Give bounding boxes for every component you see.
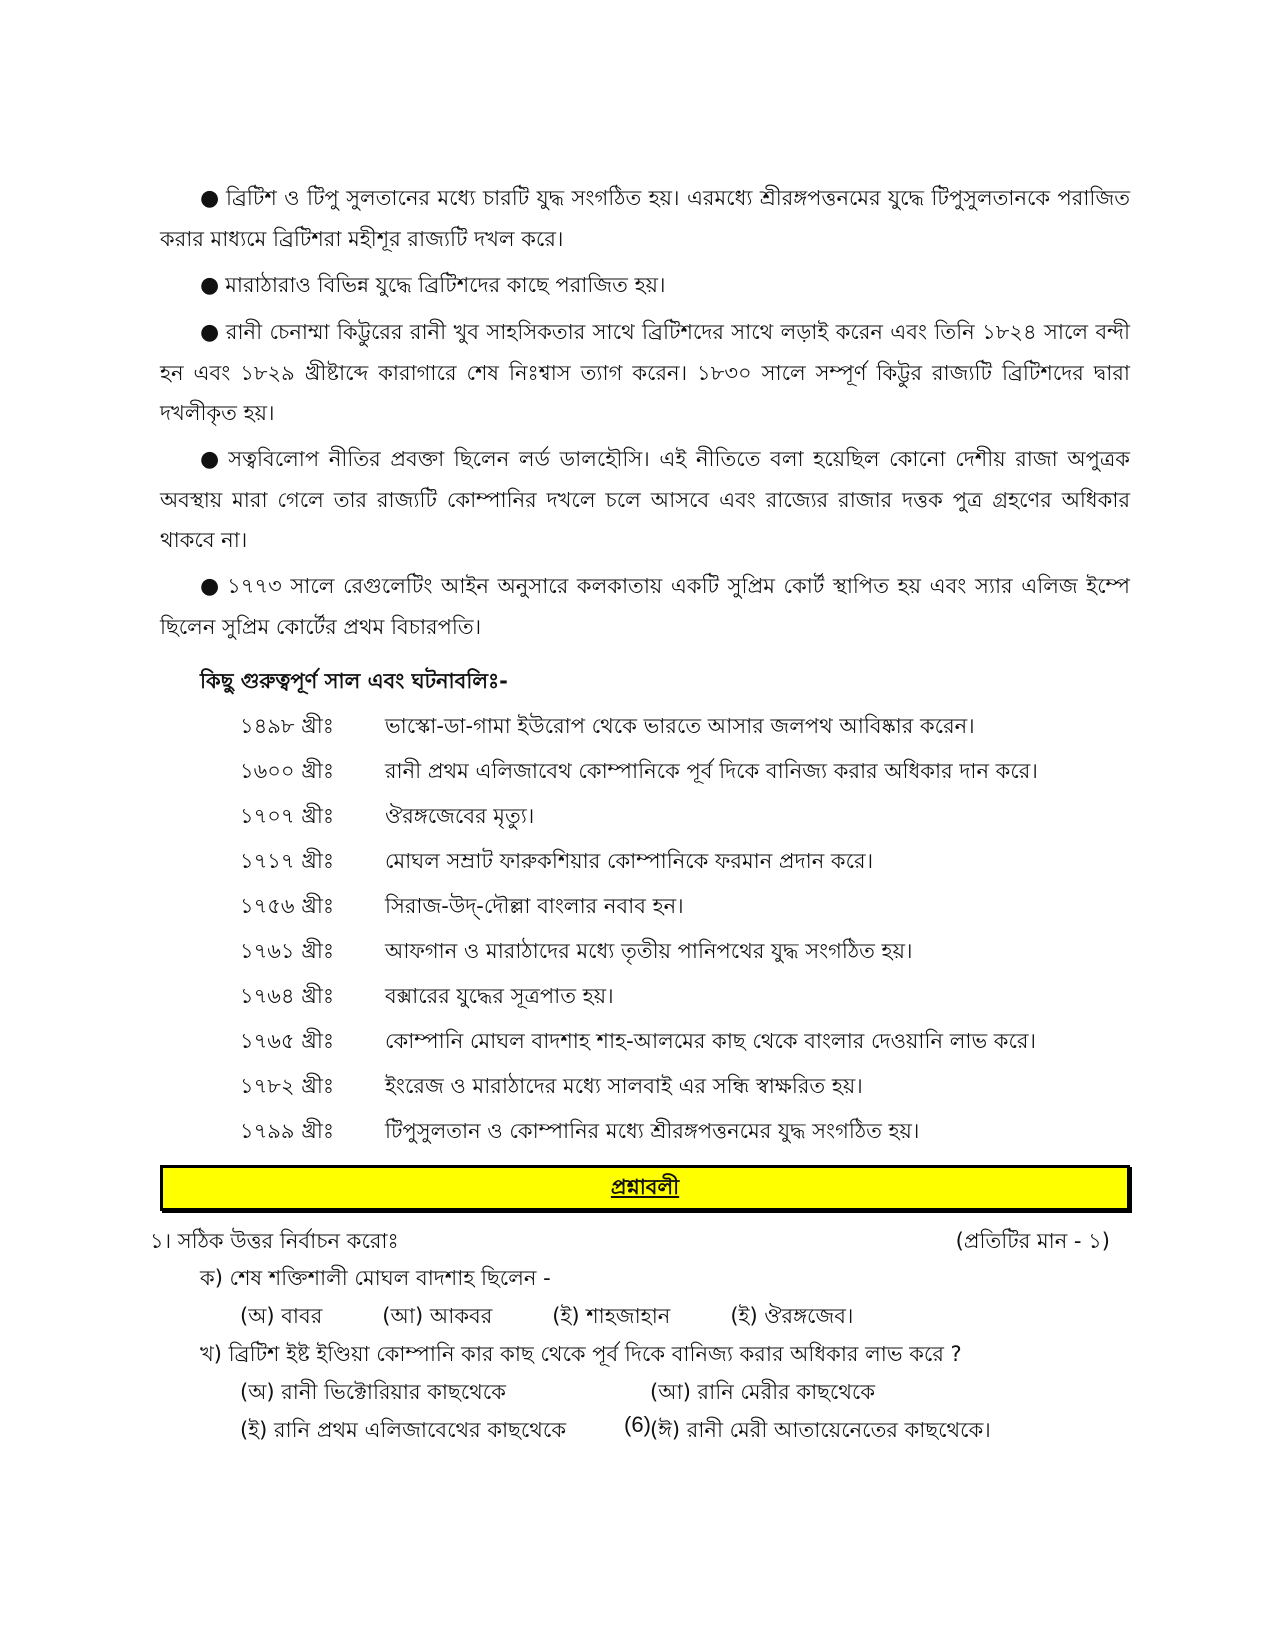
page-content xyxy=(150,178,1130,1449)
event-row xyxy=(240,840,1130,885)
event-year: ১৭০৭ খ্রীঃ xyxy=(240,804,335,828)
question-1-marks: (প্রতিটির মান - ১) xyxy=(955,1229,1110,1253)
banner-title: প্রশ্নাবলী xyxy=(610,1174,680,1199)
question-1-text: ১। সঠিক উত্তর নির্বাচন করোঃ xyxy=(150,1229,399,1253)
event-row xyxy=(240,705,1130,750)
option: (ই) রানি প্রথম এলিজাবেথের কাছথেকে xyxy=(240,1418,567,1442)
event-text: সিরাজ-উদ্-দৌল্লা বাংলার নবাব হন। xyxy=(385,894,684,918)
event-row xyxy=(240,1110,1130,1155)
option: (অ) বাবর xyxy=(240,1304,323,1328)
bullet-icon: ● xyxy=(200,447,223,472)
option: (ই) ঔরঙ্গজেব। xyxy=(730,1304,854,1328)
event-year: ১৭৮২ খ্রীঃ xyxy=(240,1074,335,1098)
question-ka: ক) শেষ শক্তিশালী মোঘল বাদশাহ ছিলেন - xyxy=(200,1266,551,1290)
event-text: বক্সারের যুদ্ধের সূত্রপাত হয়। xyxy=(385,984,614,1008)
event-text: মোঘল সম্রাট ফারুকশিয়ার কোম্পানিকে ফরমান প্রদান করে। xyxy=(385,849,874,873)
paragraph: ● মারাঠারাও বিভিন্ন যুদ্ধে ব্রিটিশদের কাছে পরাজিত হয়। xyxy=(200,273,666,298)
option: (অ) রানী ভিক্টোরিয়ার কাছথেকে xyxy=(240,1380,506,1404)
event-year: ১৭১৭ খ্রীঃ xyxy=(240,849,335,873)
event-row xyxy=(240,885,1130,930)
question-1 xyxy=(150,1223,1130,1259)
event-text: আফগান ও মারাঠাদের মধ্যে তৃতীয় পানিপথের যুদ্ধ সংগঠিত হয়। xyxy=(385,939,913,963)
event-text: ইংরেজ ও মারাঠাদের মধ্যে সালবাই এর সন্ধি স্বাক্ষরিত হয়। xyxy=(385,1074,863,1098)
question-kha-options-row1 xyxy=(240,1373,1130,1411)
event-year: ১৭৬৪ খ্রীঃ xyxy=(240,984,335,1008)
question-ka-options xyxy=(240,1297,1130,1335)
questions-banner xyxy=(160,1165,1130,1211)
event-year: ১৬০০ খ্রীঃ xyxy=(240,759,335,783)
option: (ঈ) রানী মেরী আতায়েনেতের কাছথেকে। xyxy=(650,1418,991,1442)
paragraph: ● ১৭৭৩ সালে রেগুলেটিং আইন অনুসারে কলকাতায় একটি সুপ্রিম কোর্ট স্থাপিত হয় এবং স্যার এলিজ ইম্পে ছিলেন সুপ্রিম কোর্টের প্রথম বিচারপতি। xyxy=(160,574,1130,639)
event-year: ১৭৫৬ খ্রীঃ xyxy=(240,894,335,918)
event-year: ১৭৯৯ খ্রীঃ xyxy=(240,1119,335,1143)
event-text: কোম্পানি মোঘল বাদশাহ শাহ-আলমের কাছ থেকে বাংলার দেওয়ানি লাভ করে। xyxy=(385,1029,1036,1053)
page-number: (6) xyxy=(624,1412,651,1437)
option: (ই) শাহজাহান xyxy=(552,1304,671,1328)
paragraph: ● ব্রিটিশ ও টিপু সুলতানের মধ্যে চারটি যুদ্ধ সংগঠিত হয়। এরমধ্যে শ্রীরঙ্গপত্তনমের যুদ্ধে টিপুসুলতানকে পরাজিত করার মাধ্যমে ব্রিটিশরা মহীশূর রাজ্যটি দখল করে। xyxy=(160,186,1130,251)
option: (আ) আকবর xyxy=(382,1304,493,1328)
event-row xyxy=(240,1065,1130,1110)
event-row xyxy=(240,930,1130,975)
event-row xyxy=(240,975,1130,1020)
event-year: ১৭৬১ খ্রীঃ xyxy=(240,939,335,963)
event-text: ঔরঙ্গজেবের মৃত্যু। xyxy=(385,804,535,828)
bullet-icon: ● xyxy=(200,320,220,345)
event-year: ১৭৬৫ খ্রীঃ xyxy=(240,1029,335,1053)
events-list xyxy=(240,705,1130,1155)
event-year: ১৪৯৮ খ্রীঃ xyxy=(240,714,335,738)
event-text: রানী প্রথম এলিজাবেথ কোম্পানিকে পূর্ব দিকে বানিজ্য করার অধিকার দান করে। xyxy=(385,759,1038,783)
event-row xyxy=(240,795,1130,840)
event-row xyxy=(240,750,1130,795)
bullet-icon: ● xyxy=(200,186,220,211)
paragraph: ● রানী চেনাম্মা কিট্টুরের রানী খুব সাহসিকতার সাথে ব্রিটিশদের সাথে লড়াই করেন এবং তিনি ১৮২৪ সালে বন্দী হন এবং ১৮২৯ খ্রীষ্টাব্দে কারাগারে শেষ নিঃশ্বাস ত্যাগ করেন। ১৮৩০ সালে সম্পূর্ণ কিট্টুর রাজ্যটি ব্রিটিশদের দ্বারা দখলীকৃত হয়। xyxy=(160,320,1130,425)
event-text: টিপুসুলতান ও কোম্পানির মধ্যে শ্রীরঙ্গপত্তনমের যুদ্ধ সংগঠিত হয়। xyxy=(385,1119,920,1143)
paragraph: ● সত্ববিলোপ নীতির প্রবক্তা ছিলেন লর্ড ডালহৌসি। এই নীতিতে বলা হয়েছিল কোনো দেশীয় রাজা অপুত্রক অবস্থায় মারা গেলে তার রাজ্যটি কোম্পানির দখলে চলে আসবে এবং রাজ্যের রাজার দত্তক পুত্র গ্রহণের অধিকার থাকবে না। xyxy=(160,447,1130,552)
option: (আ) রানি মেরীর কাছথেকে xyxy=(650,1380,876,1404)
event-text: ভাস্কো-ডা-গামা ইউরোপ থেকে ভারতে আসার জলপথ আবিষ্কার করেন। xyxy=(385,714,975,738)
events-heading: কিছু গুরুত্বপূর্ণ সাল এবং ঘটনাবলিঃ- xyxy=(200,669,508,693)
bullet-icon: ● xyxy=(200,574,222,599)
event-row xyxy=(240,1020,1130,1065)
question-kha: খ) ব্রিটিশ ইষ্ট ইণ্ডিয়া কোম্পানি কার কাছ থেকে পূর্ব দিকে বানিজ্য করার অধিকার লাভ করে ? xyxy=(200,1342,962,1366)
bullet-icon: ● xyxy=(200,273,220,298)
